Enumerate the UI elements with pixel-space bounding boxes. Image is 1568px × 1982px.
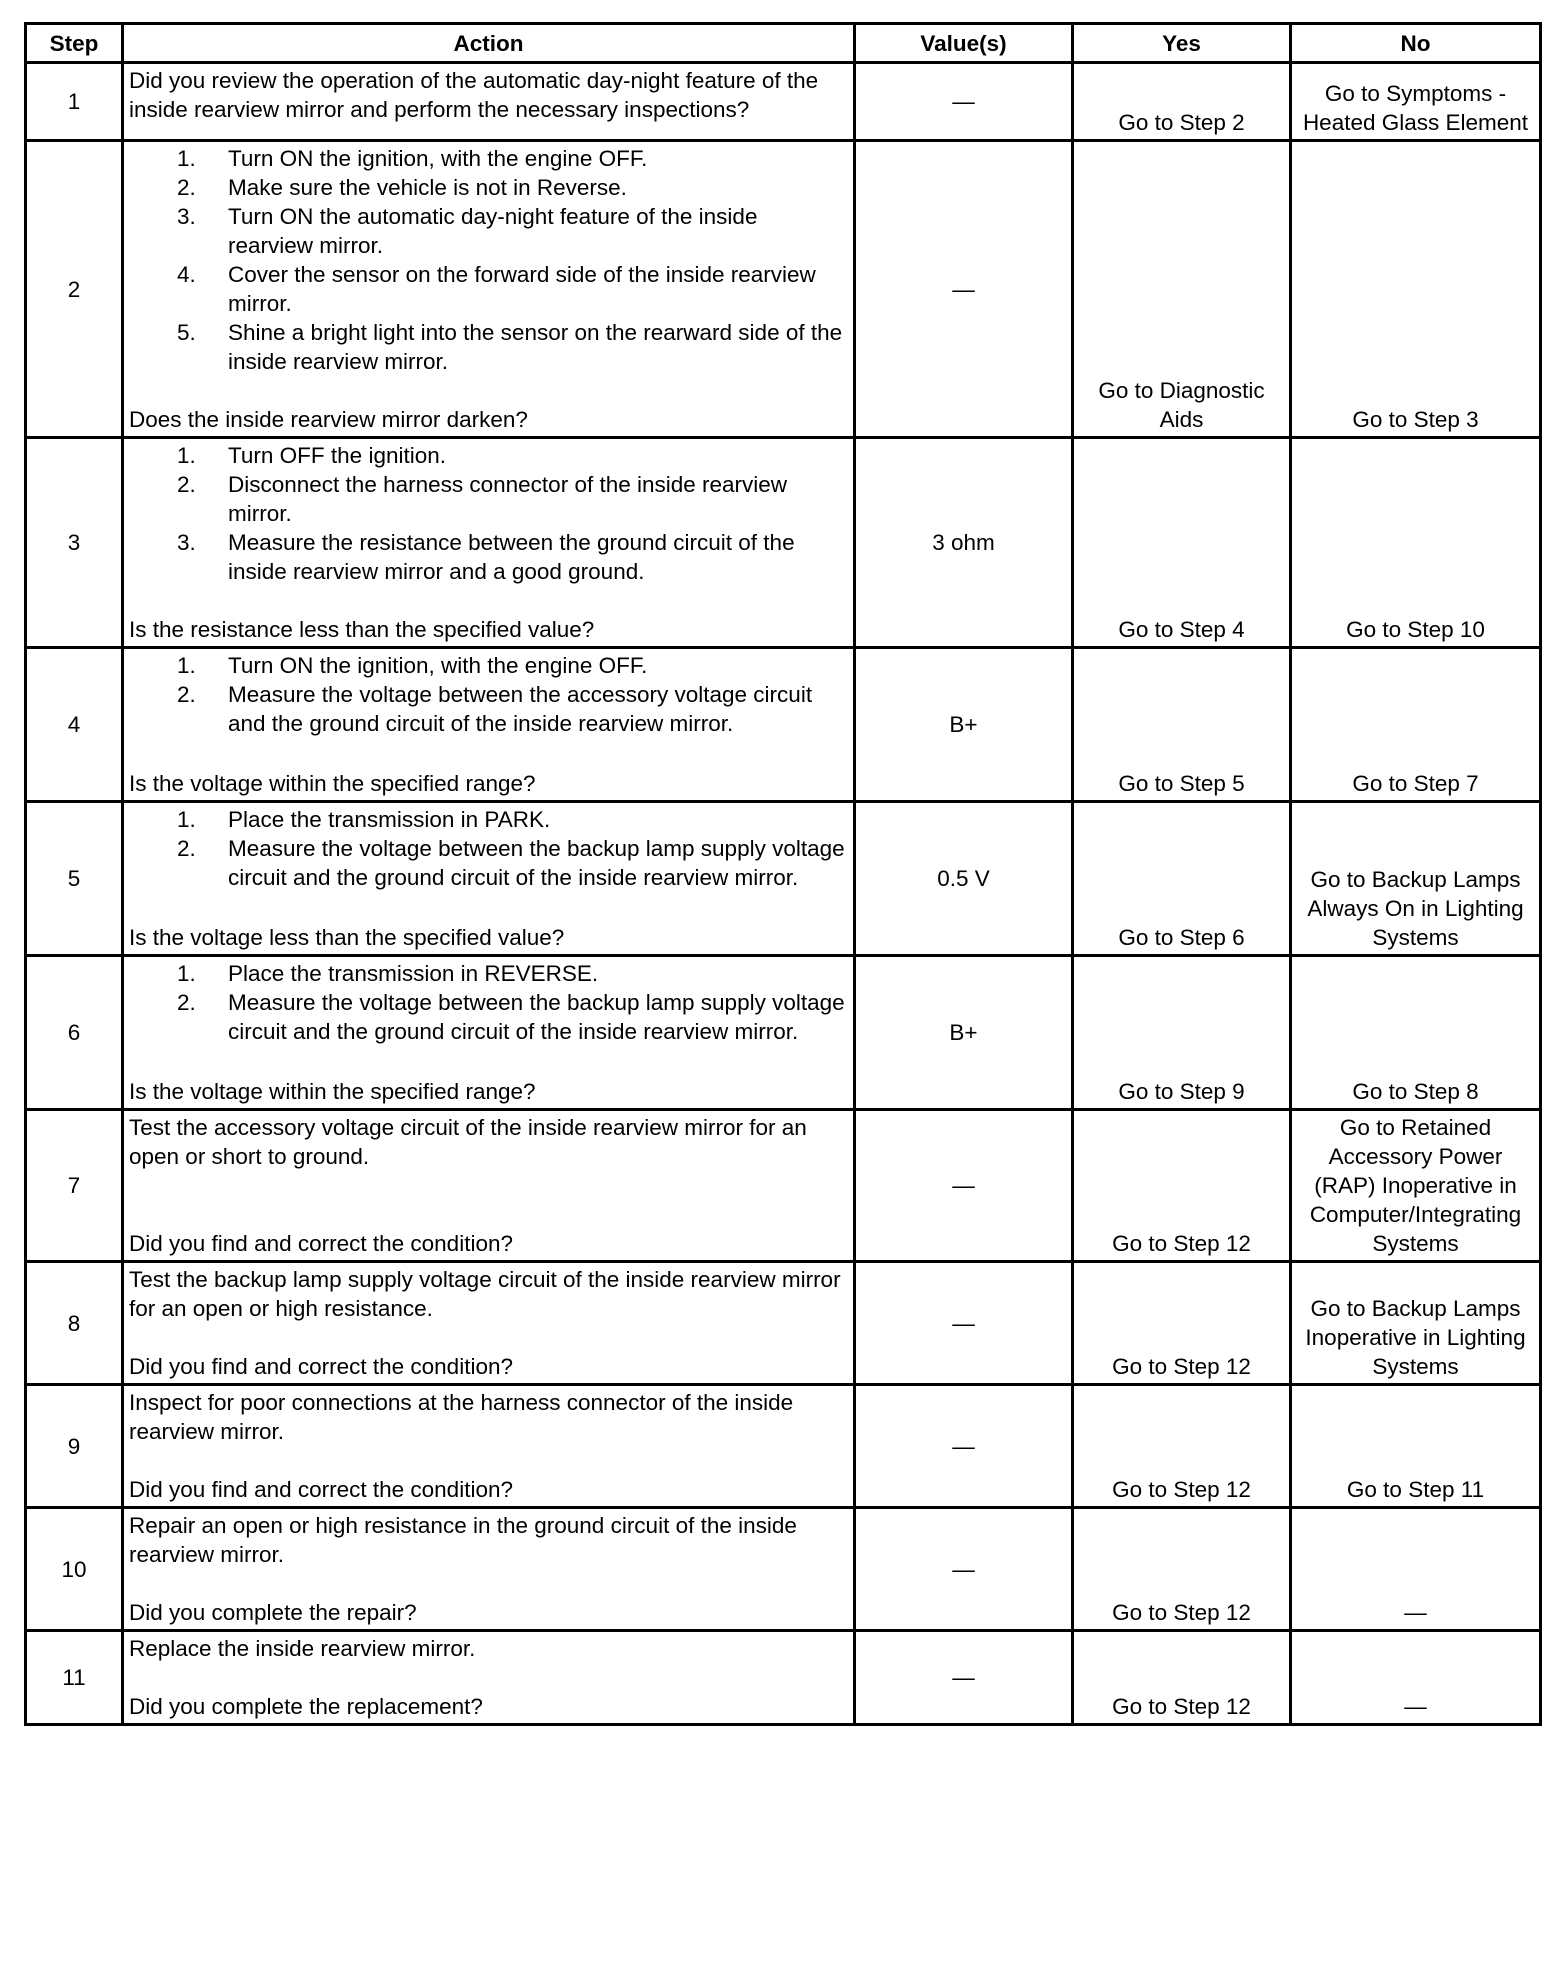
- header-values: Value(s): [855, 24, 1073, 63]
- yes-cell: Go to Step 12: [1073, 1262, 1291, 1385]
- yes-cell: Go to Diagnostic Aids: [1073, 141, 1291, 438]
- action-steps-list: [129, 805, 848, 892]
- action-text: Test the backup lamp supply voltage circuit of the inside rearview mirror for an open or high resistance.: [129, 1267, 841, 1321]
- yes-cell: Go to Step 9: [1073, 956, 1291, 1110]
- no-cell: Go to Step 7: [1291, 648, 1541, 802]
- table-row: [26, 1508, 1541, 1631]
- yes-cell: Go to Step 5: [1073, 648, 1291, 802]
- value-cell: 0.5 V: [855, 802, 1073, 956]
- table-row: [26, 1110, 1541, 1262]
- action-step-item: Measure the voltage between the accessory voltage circuit and the ground circuit of the inside rearview mirror.: [228, 682, 813, 736]
- step-number-cell: 9: [26, 1385, 123, 1508]
- value-cell: —: [855, 141, 1073, 438]
- no-cell: Go to Step 10: [1291, 438, 1541, 648]
- action-step-item: Disconnect the harness connector of the inside rearview mirror.: [228, 472, 788, 526]
- no-cell: Go to Retained Accessory Power (RAP) Inoperative in Computer/Integrating Systems: [1291, 1110, 1541, 1262]
- step-number-cell: 1: [26, 63, 123, 141]
- value-cell: B+: [855, 956, 1073, 1110]
- value-cell: —: [855, 1631, 1073, 1725]
- action-text: Repair an open or high resistance in the ground circuit of the inside rearview mirror.: [129, 1513, 797, 1567]
- action-question: Did you find and correct the condition?: [129, 1231, 513, 1256]
- no-cell: —: [1291, 1508, 1541, 1631]
- yes-cell: Go to Step 4: [1073, 438, 1291, 648]
- table-row: [26, 1262, 1541, 1385]
- action-step-item: Measure the voltage between the backup lamp supply voltage circuit and the ground circuit of the inside rearview mirror.: [228, 990, 845, 1044]
- header-row: [26, 24, 1541, 63]
- action-steps-list: [129, 651, 848, 738]
- diagnostic-table: [24, 22, 1542, 1726]
- table-row: [26, 63, 1541, 141]
- action-cell: [123, 956, 855, 1110]
- action-cell: [123, 1110, 855, 1262]
- step-number-cell: 11: [26, 1631, 123, 1725]
- step-number-cell: 5: [26, 802, 123, 956]
- action-step-item: Shine a bright light into the sensor on the rearward side of the inside rearview mirror.: [228, 320, 843, 374]
- action-text: Did you review the operation of the automatic day-night feature of the inside rearview mirror and perform the necessary inspections?: [129, 68, 819, 122]
- step-number-cell: 3: [26, 438, 123, 648]
- action-cell: [123, 648, 855, 802]
- action-steps-list: [129, 441, 848, 586]
- step-number-cell: 6: [26, 956, 123, 1110]
- table-row: [26, 141, 1541, 438]
- yes-cell: Go to Step 2: [1073, 63, 1291, 141]
- header-yes: Yes: [1073, 24, 1291, 63]
- step-number-cell: 7: [26, 1110, 123, 1262]
- action-steps-list: [129, 144, 848, 376]
- action-text: Replace the inside rearview mirror.: [129, 1636, 476, 1661]
- table-header: [26, 24, 1541, 63]
- header-step: Step: [26, 24, 123, 63]
- table-row: [26, 956, 1541, 1110]
- action-text: Test the accessory voltage circuit of the inside rearview mirror for an open or short to ground.: [129, 1115, 807, 1169]
- action-question: Does the inside rearview mirror darken?: [129, 407, 528, 432]
- action-step-item: Turn ON the automatic day-night feature of the inside rearview mirror.: [228, 204, 758, 258]
- no-cell: —: [1291, 1631, 1541, 1725]
- action-cell: [123, 438, 855, 648]
- action-step-item: Measure the voltage between the backup lamp supply voltage circuit and the ground circuit of the inside rearview mirror.: [228, 836, 845, 890]
- action-step-item: Cover the sensor on the forward side of the inside rearview mirror.: [228, 262, 816, 316]
- value-cell: B+: [855, 648, 1073, 802]
- table-row: [26, 438, 1541, 648]
- step-number-cell: 4: [26, 648, 123, 802]
- value-cell: 3 ohm: [855, 438, 1073, 648]
- action-step-item: Measure the resistance between the ground circuit of the inside rearview mirror and a good ground.: [228, 530, 795, 584]
- header-action: Action: [123, 24, 855, 63]
- action-question: Did you find and correct the condition?: [129, 1354, 513, 1379]
- action-step-item: Place the transmission in REVERSE.: [228, 961, 599, 986]
- no-cell: Go to Backup Lamps Always On in Lighting Systems: [1291, 802, 1541, 956]
- action-question: Is the voltage less than the specified value?: [129, 925, 565, 950]
- action-step-item: Place the transmission in PARK.: [228, 807, 551, 832]
- value-cell: —: [855, 1262, 1073, 1385]
- action-question: Did you complete the repair?: [129, 1600, 417, 1625]
- table-body: [26, 63, 1541, 1725]
- table-row: [26, 802, 1541, 956]
- action-cell: [123, 1385, 855, 1508]
- action-question: Is the resistance less than the specified value?: [129, 617, 595, 642]
- action-question: Did you complete the replacement?: [129, 1694, 483, 1719]
- no-cell: Go to Step 8: [1291, 956, 1541, 1110]
- action-step-item: Turn ON the ignition, with the engine OFF.: [228, 653, 648, 678]
- no-cell: Go to Step 3: [1291, 141, 1541, 438]
- action-cell: [123, 1262, 855, 1385]
- yes-cell: Go to Step 12: [1073, 1385, 1291, 1508]
- action-step-item: Turn ON the ignition, with the engine OFF.: [228, 146, 648, 171]
- no-cell: Go to Backup Lamps Inoperative in Lighting Systems: [1291, 1262, 1541, 1385]
- value-cell: —: [855, 1508, 1073, 1631]
- action-cell: [123, 802, 855, 956]
- yes-cell: Go to Step 12: [1073, 1631, 1291, 1725]
- table-row: [26, 1631, 1541, 1725]
- header-no: No: [1291, 24, 1541, 63]
- yes-cell: Go to Step 12: [1073, 1508, 1291, 1631]
- action-question: Is the voltage within the specified range?: [129, 771, 536, 796]
- no-cell: Go to Step 11: [1291, 1385, 1541, 1508]
- table-row: [26, 1385, 1541, 1508]
- action-cell: [123, 63, 855, 141]
- table-row: [26, 648, 1541, 802]
- action-steps-list: [129, 959, 848, 1046]
- action-step-item: Make sure the vehicle is not in Reverse.: [228, 175, 627, 200]
- yes-cell: Go to Step 12: [1073, 1110, 1291, 1262]
- value-cell: —: [855, 63, 1073, 141]
- action-question: Did you find and correct the condition?: [129, 1477, 513, 1502]
- yes-cell: Go to Step 6: [1073, 802, 1291, 956]
- value-cell: —: [855, 1110, 1073, 1262]
- step-number-cell: 2: [26, 141, 123, 438]
- step-number-cell: 10: [26, 1508, 123, 1631]
- action-question: Is the voltage within the specified range?: [129, 1079, 536, 1104]
- step-number-cell: 8: [26, 1262, 123, 1385]
- action-cell: [123, 141, 855, 438]
- action-text: Inspect for poor connections at the harness connector of the inside rearview mirror.: [129, 1390, 794, 1444]
- action-cell: [123, 1508, 855, 1631]
- action-cell: [123, 1631, 855, 1725]
- action-step-item: Turn OFF the ignition.: [228, 443, 447, 468]
- no-cell: Go to Symptoms - Heated Glass Element: [1291, 63, 1541, 141]
- value-cell: —: [855, 1385, 1073, 1508]
